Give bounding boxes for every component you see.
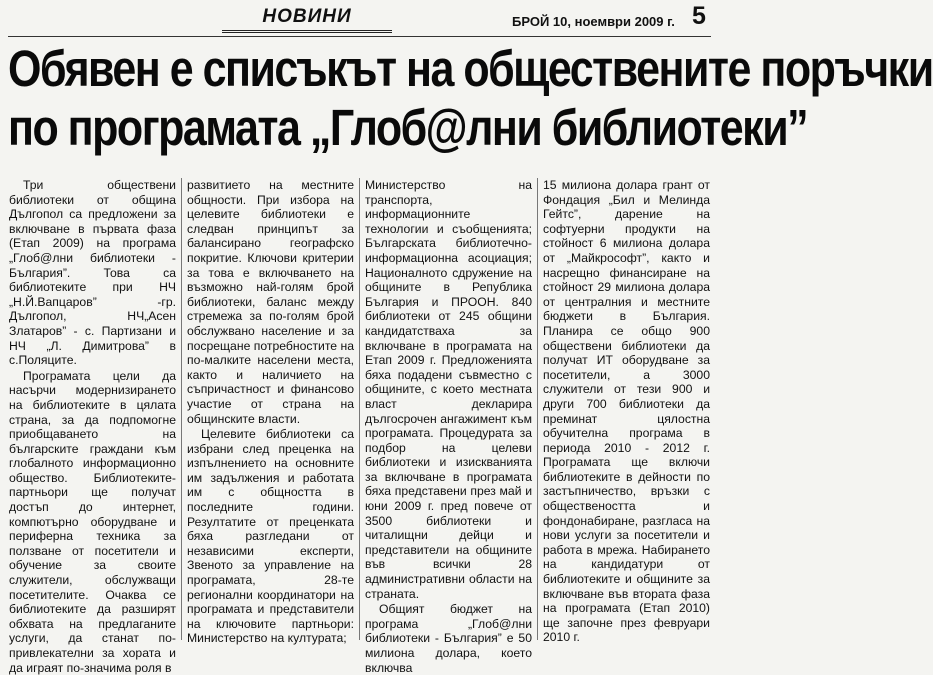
paragraph: Три обществени библиотеки от община Дългопол са предложени за включване в първата фаза (Етап 2009) на програма „Глоб@лни библиотеки - България”. Това са библиотеките при НЧ „Н.Й.Вапцаров” -гр. Дългопол, НЧ„Асен Златаров” - с. Партизани и НЧ „Л. Димитрова” в с.Поляците. bbox=[9, 178, 176, 368]
article-column-2 bbox=[181, 178, 359, 646]
article-column-1 bbox=[4, 178, 181, 675]
issue-info: БРОЙ 10, ноември 2009 г. bbox=[512, 14, 675, 29]
paragraph: Общият бюджет на програма „Глоб@лни библиотеки - България” е 50 милиона долара, което включва bbox=[365, 602, 532, 675]
header-rule bbox=[8, 36, 711, 37]
paragraph: Министерство на транспорта, информационните технологии и съобщенията; Българската библиотечно-информационна асоциация; Националното сдружение на общините в Република България и ПРООН. 840 библиотеки от 245 общини кандидатстваха за включване в програмата на Етап 2009 г. Предложенията бяха подадени съвместно с общините, с което местната власт декларира дългосрочен ангажимент към програмата. Процедурата за подбор на целеви библиотеки и изискванията за включване в програмата бяха представени през май и юни 2009 г. пред повече от 3500 библиотеки и читалищни дейци и представители на общините във всички 28 административни области на страната. bbox=[365, 178, 532, 601]
headline-line-1: Обявен е списъкът на обществените поръчки bbox=[8, 41, 933, 98]
page-number: 5 bbox=[692, 2, 706, 30]
paragraph: Програмата цели да насърчи модернизирането на библиотеките в цялата страна, за да подпомогне приобщаването на българските граждани към глобалното информационно общество. Библиотеките-партньори ще получат достъп до интернет, компютърно оборудване и периферна техника за ползване от посетители и обучение за своите служители, обслужващи посетителите. Очаква се библиотеките да разширят обхвата на предлаганите услуги, да станат по-привлекателни за хората и да играят по-значима роля в bbox=[9, 368, 176, 675]
article-headline bbox=[8, 40, 933, 158]
article-column-3 bbox=[359, 178, 537, 675]
article-column-4 bbox=[537, 178, 715, 645]
page-header bbox=[4, 2, 715, 32]
headline-line-2: по програмата „Глоб@лни библиотеки” bbox=[8, 100, 808, 157]
section-label: НОВИНИ bbox=[222, 6, 392, 33]
article-body bbox=[4, 178, 715, 675]
paragraph: 15 милиона долара грант от Фондация „Бил и Мелинда Гейтс”, дарение на софтуерни продукти на стойност 6 милиона долара от „Майкрософт”, както и насрещно финансиране на стойност 29 милиона долара от централния и местните бюджети в България. Планира се общо 900 обществени библиотеки да получат ИТ оборудване за посетители, а 3000 служители от тези 900 и други 700 библиотеки да преминат цялостна обучителна програма в периода 2010 - 2012 г. Програмата ще включи библиотеките в дейности по застъпничество, връзки с обществеността и фондонабиране, разгласа на нови услуги за посетители и работа в мрежа. Набирането на кандидатури от библиотеките и общините за включване във втората фаза на програмата (Етап 2010) ще започне през февруари 2010 г. bbox=[543, 178, 710, 645]
paragraph: развитието на местните общности. При избора на целевите библиотеки е следван принципът за балансирано географско покритие. Ключови критерии за това е включването на възможно най-голям брой библиотеки, баланс между стремежа за по-голям брой обслужвано население и за посрещане потребностите на по-малките населени места, както и наличието на съпричастност и финансово участие от страна на общинските власти. bbox=[187, 178, 354, 426]
paragraph: Целевите библиотеки са избрани след преценка на изпълнението на основните им задължения и работата им с общността в последните години. Резултатите от преценката бяха разгледани от независими експерти, Звеното за управление на програмата, 28-те регионални координатори на програмата и представители на ключовите партньори: Министерство на културата; bbox=[187, 427, 354, 646]
